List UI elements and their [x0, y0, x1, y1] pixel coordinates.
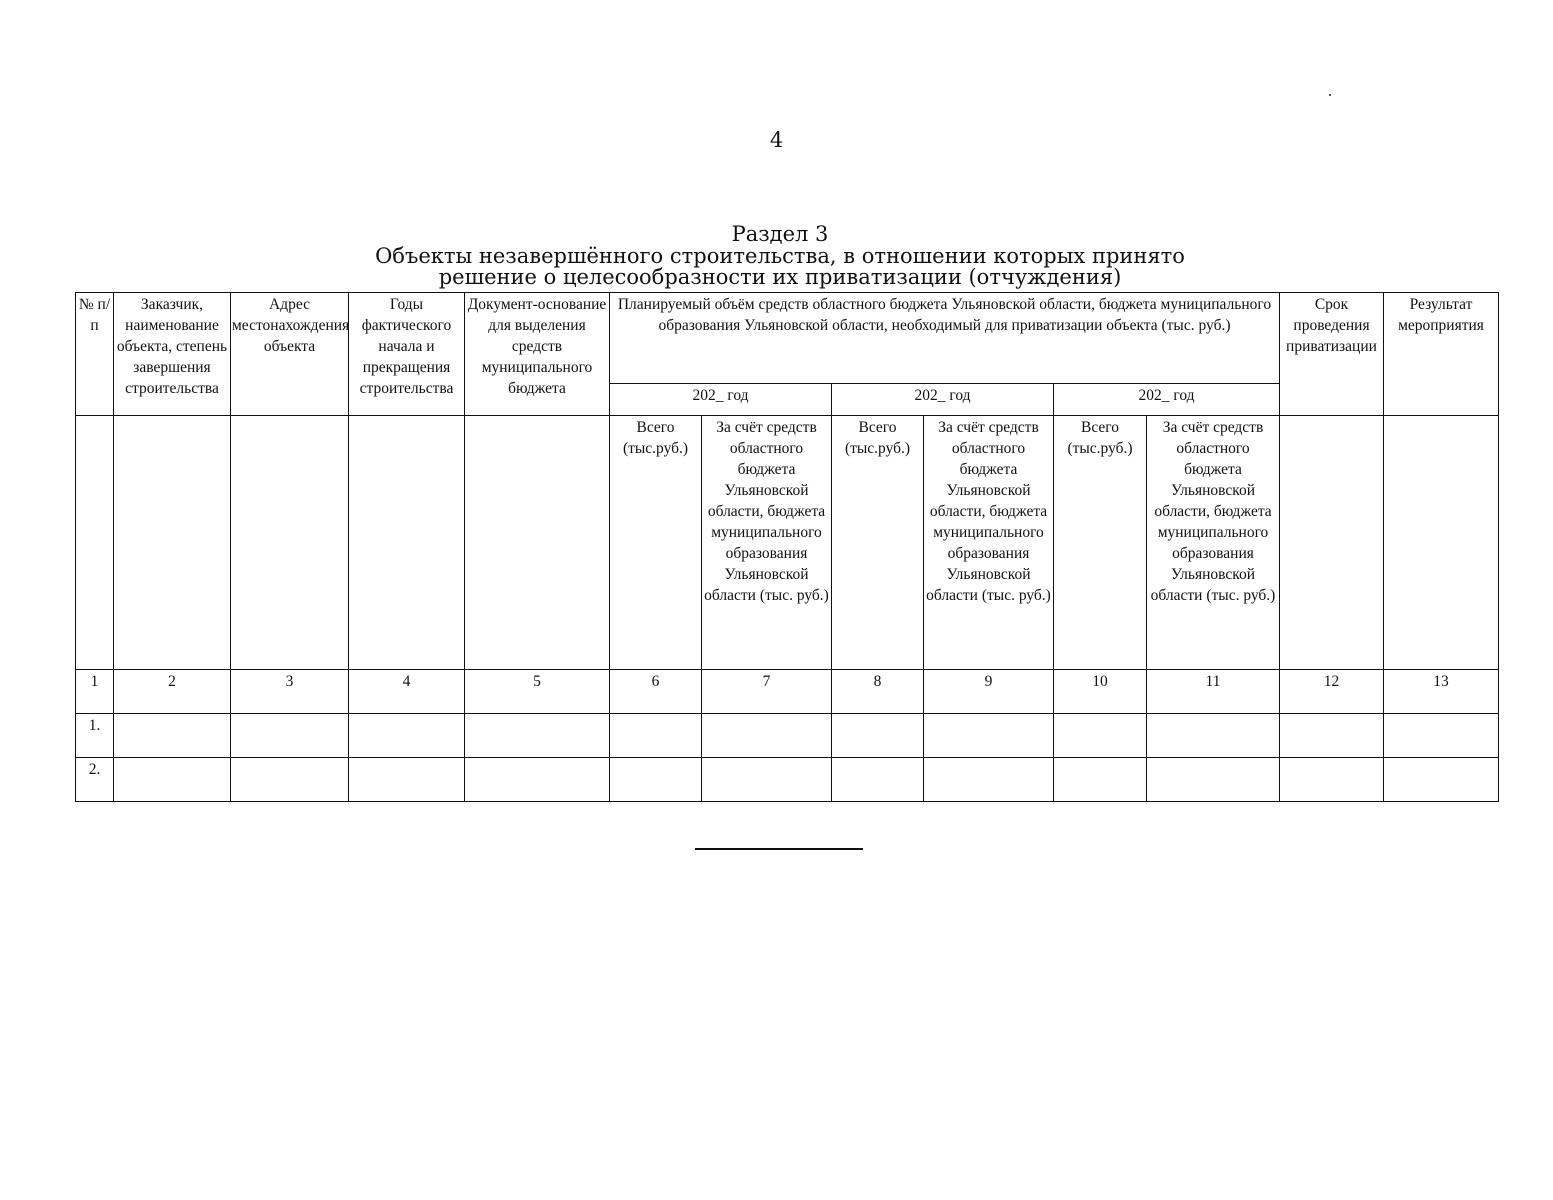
- page-number: 4: [769, 128, 784, 152]
- column-number: 6: [610, 670, 702, 714]
- header-address: Адрес местонахождения объекта: [231, 293, 349, 416]
- blank-cell: [231, 416, 349, 670]
- table-cell: [832, 714, 924, 758]
- blank-cell: [349, 416, 465, 670]
- table-cell: [1384, 758, 1499, 802]
- table-cell: [1280, 758, 1384, 802]
- blank-cell: [1384, 416, 1499, 670]
- column-number: 5: [465, 670, 610, 714]
- scan-mark: [1329, 94, 1331, 96]
- table-cell: [924, 714, 1054, 758]
- table-cell: [114, 758, 231, 802]
- table-cell: [1280, 714, 1384, 758]
- table-cell: [1147, 758, 1280, 802]
- table-row: [76, 714, 1499, 758]
- header-planned-budget: Планируемый объём средств областного бюджета Ульяновской области, бюджета муниципального образования Ульяновской области, необходимый для приватизации объекта (тыс. руб.): [610, 293, 1280, 384]
- row-number: 2.: [76, 758, 114, 802]
- header-construction-years: Годы фактического начала и прекращения строительства: [349, 293, 465, 416]
- header-result: Результат мероприятия: [1384, 293, 1499, 416]
- section-title-line-2: решение о целесообразности их приватизации (отчуждения): [438, 265, 1122, 289]
- blank-cell: [1280, 416, 1384, 670]
- blank-cell: [465, 416, 610, 670]
- header-year-3-funds: За счёт средств областного бюджета Ульяновской области, бюджета муниципального образования Ульяновской области (тыс. руб.): [1147, 416, 1280, 670]
- table-cell: [231, 758, 349, 802]
- column-number: 9: [924, 670, 1054, 714]
- header-year-1-funds: За счёт средств областного бюджета Ульяновской области, бюджета муниципального образования Ульяновской области (тыс. руб.): [702, 416, 832, 670]
- table-cell: [114, 714, 231, 758]
- table-cell: [465, 758, 610, 802]
- table-cell: [1054, 758, 1147, 802]
- table-cell: [1384, 714, 1499, 758]
- end-divider: [695, 848, 863, 850]
- column-number: 12: [1280, 670, 1384, 714]
- row-number: 1.: [76, 714, 114, 758]
- column-number: 3: [231, 670, 349, 714]
- header-year-2: 202_ год: [832, 384, 1054, 416]
- table-cell: [832, 758, 924, 802]
- privatization-objects-table: [75, 292, 1499, 802]
- table-cell: [1054, 714, 1147, 758]
- column-number: 8: [832, 670, 924, 714]
- table-cell: [349, 758, 465, 802]
- table-cell: [1147, 714, 1280, 758]
- column-number: 11: [1147, 670, 1280, 714]
- section-label: Раздел 3: [731, 222, 829, 246]
- section-title-line-1: Объекты незавершённого строительства, в отношении которых принято: [375, 244, 1185, 268]
- column-number: 4: [349, 670, 465, 714]
- header-number: № п/п: [76, 293, 114, 416]
- column-number: 2: [114, 670, 231, 714]
- table-cell: [465, 714, 610, 758]
- header-year-3-total: Всего (тыс.руб.): [1054, 416, 1147, 670]
- column-number: 1: [76, 670, 114, 714]
- table-cell: [702, 758, 832, 802]
- column-number: 13: [1384, 670, 1499, 714]
- table-cell: [924, 758, 1054, 802]
- table-cell: [610, 758, 702, 802]
- header-year-2-funds: За счёт средств областного бюджета Ульяновской области, бюджета муниципального образования Ульяновской области (тыс. руб.): [924, 416, 1054, 670]
- column-number: 7: [702, 670, 832, 714]
- table-cell: [349, 714, 465, 758]
- header-year-3: 202_ год: [1054, 384, 1280, 416]
- header-privatization-term: Срок проведения приватизации: [1280, 293, 1384, 416]
- column-number: 10: [1054, 670, 1147, 714]
- header-year-1-total: Всего (тыс.руб.): [610, 416, 702, 670]
- blank-cell: [114, 416, 231, 670]
- table-row: [76, 758, 1499, 802]
- table-cell: [702, 714, 832, 758]
- table-cell: [610, 714, 702, 758]
- header-year-2-total: Всего (тыс.руб.): [832, 416, 924, 670]
- table-cell: [231, 714, 349, 758]
- header-year-1: 202_ год: [610, 384, 832, 416]
- blank-cell: [76, 416, 114, 670]
- header-customer: Заказчик, наименование объекта, степень завершения строительства: [114, 293, 231, 416]
- header-basis-document: Документ-основание для выделения средств муниципального бюджета: [465, 293, 610, 416]
